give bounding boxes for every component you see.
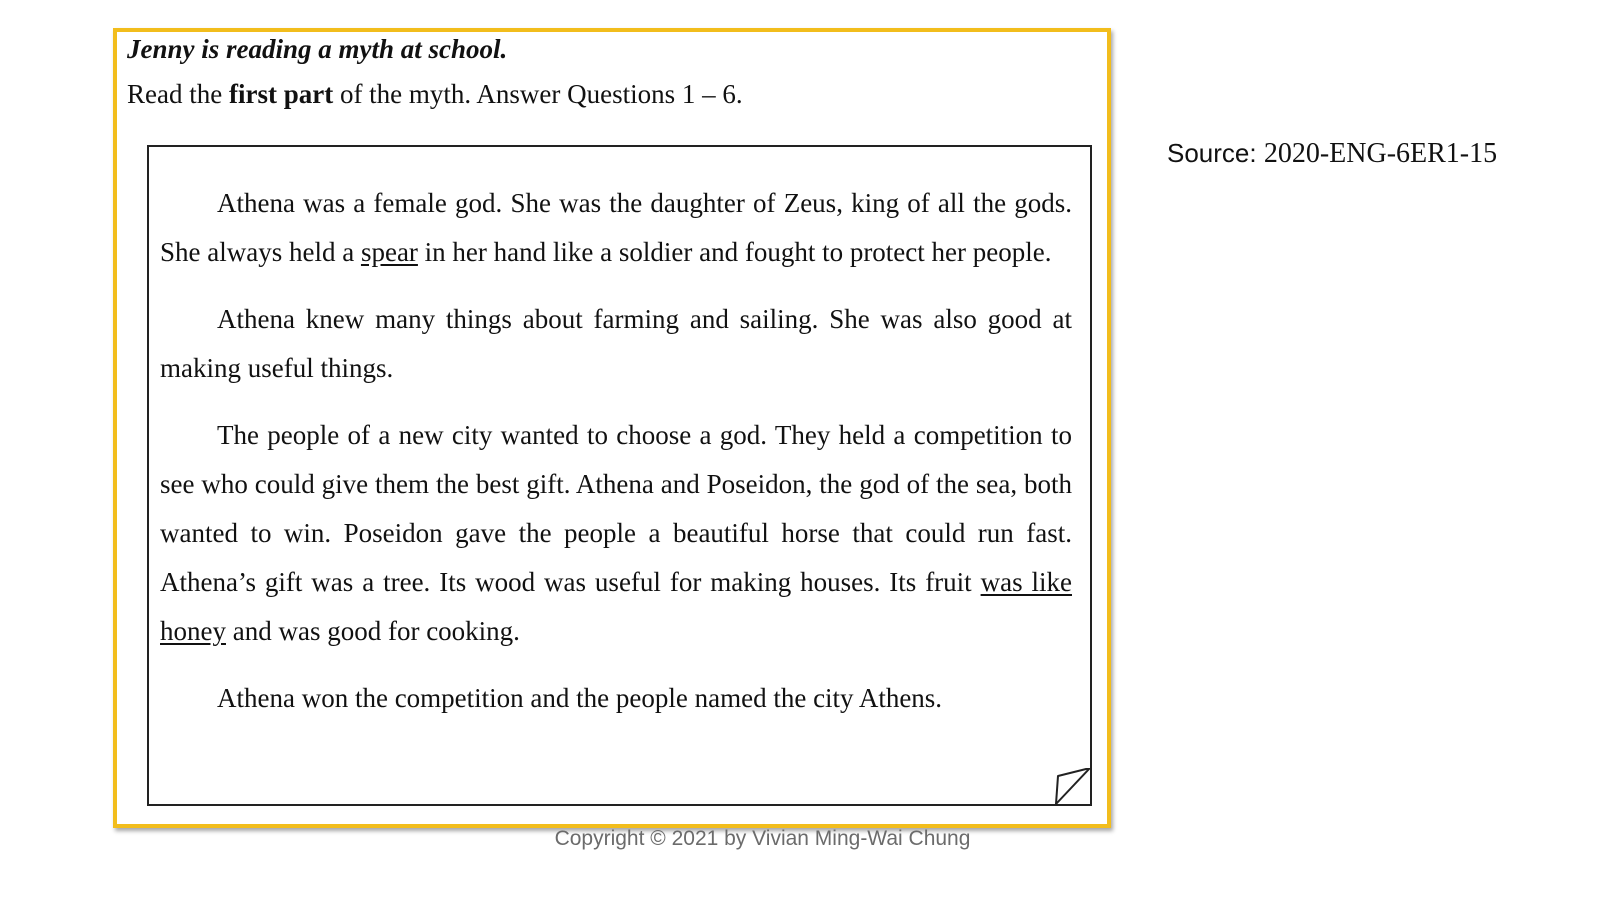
source-label: Source: bbox=[1167, 138, 1264, 168]
paragraph-3-text-a: The people of a new city wanted to choose a god. They held a competition to see who could give them the best gift. Athena and Poseidon, the god of the sea, both wanted to win. Poseidon gave the people a beautiful horse that could run fast. Athena’s gift was a tree. Its wood was useful for making houses. Its fruit bbox=[160, 420, 1072, 597]
passage-paragraph-3 bbox=[160, 411, 1072, 656]
page-curl-icon bbox=[1054, 768, 1092, 806]
instruction-text-before: Read the bbox=[127, 79, 229, 109]
paragraph-1-text-a: Athena was a female god. She was the daughter of Zeus, king of all the gods. She always held a bbox=[160, 188, 1072, 267]
source-reference bbox=[1167, 138, 1497, 170]
question-instruction bbox=[127, 79, 743, 110]
instruction-text-after: of the myth. Answer Questions 1 – 6. bbox=[333, 79, 743, 109]
passage-paragraph-1 bbox=[160, 179, 1072, 277]
copyright-notice: Copyright © 2021 by Vivian Ming-Wai Chung bbox=[554, 827, 971, 850]
paragraph-1-text-b: in her hand like a soldier and fought to protect her people. bbox=[417, 237, 1052, 267]
question-frame bbox=[113, 28, 1111, 828]
underlined-word-spear: spear bbox=[360, 237, 418, 267]
paragraph-3-text-b: and was good for cooking. bbox=[225, 616, 520, 646]
passage-paragraph-2: Athena knew many things about farming and sailing. She was also good at making useful things. bbox=[160, 304, 1072, 383]
underlined-phrase-was-like-honey: was like honey bbox=[160, 567, 1072, 646]
myth-passage-box bbox=[147, 145, 1092, 806]
passage-paragraph-4: Athena won the competition and the people named the city Athens. bbox=[217, 683, 943, 713]
question-heading: Jenny is reading a myth at school. bbox=[127, 34, 508, 64]
source-code: 2020-ENG-6ER1-15 bbox=[1263, 138, 1498, 169]
instruction-bold-text: first part bbox=[228, 79, 334, 109]
